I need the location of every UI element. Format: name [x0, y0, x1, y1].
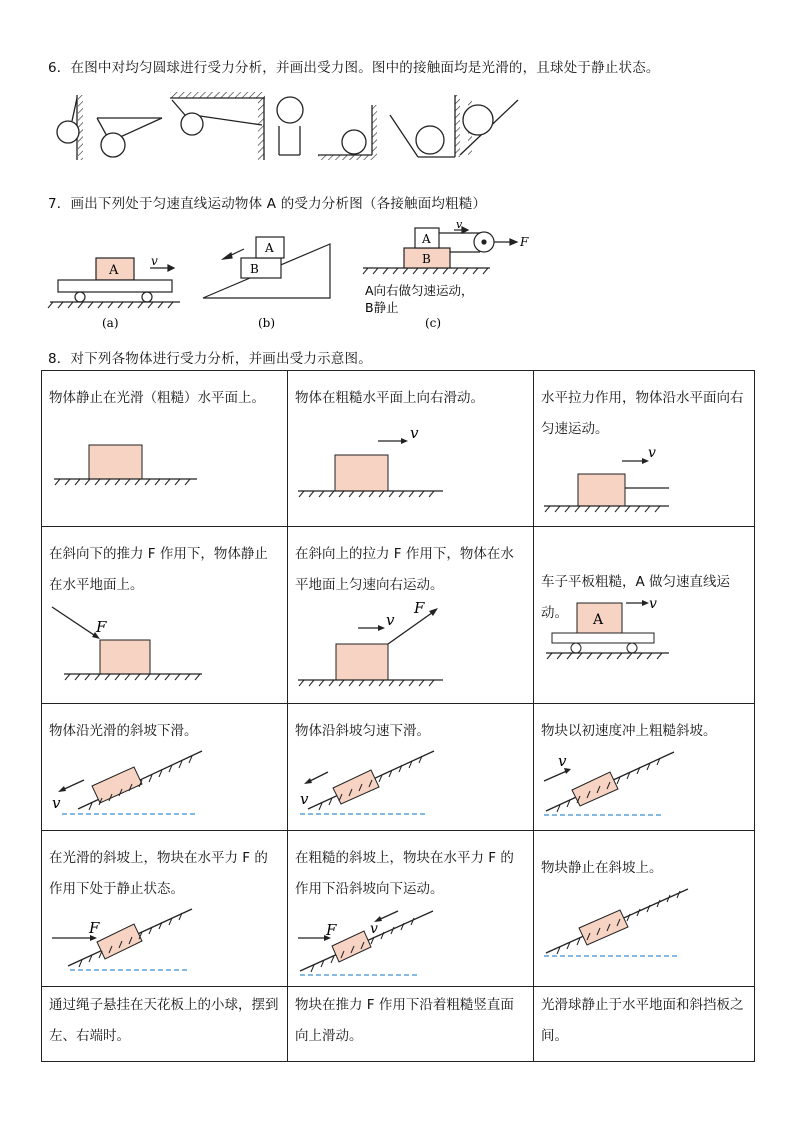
- svg-text:v: v: [558, 752, 567, 770]
- fig-b-caption: (b): [258, 316, 276, 330]
- fig-c-caption: (c): [425, 316, 442, 330]
- svg-text:F: F: [414, 599, 425, 617]
- fig-c-top-label: A: [422, 232, 431, 246]
- cell-13: 通过绳子悬挂在天花板上的小球，摆到左、右端时。: [42, 987, 288, 1062]
- cell-15: 光滑球静止于水平地面和斜挡板之间。: [534, 987, 755, 1062]
- cell-7: 物体沿光滑的斜坡下滑。 v: [42, 704, 288, 831]
- cell-1: 物体静止在光滑（粗糙）水平面上。: [42, 371, 288, 527]
- question-8-text: 8．对下列各物体进行受力分析，并画出受力示意图。: [48, 351, 372, 367]
- cell-2: 物体在粗糙水平面上向右滑动。 v: [288, 371, 534, 527]
- svg-text:F: F: [326, 921, 337, 939]
- fig-a-block-label: A: [109, 263, 119, 278]
- svg-text:v: v: [370, 921, 378, 937]
- question-7-text: 7．画出下列处于匀速直线运动物体 A 的受力分析图（各接触面均粗糙）: [48, 196, 487, 212]
- svg-text:v: v: [649, 596, 657, 612]
- fig-c-force-label: F: [520, 235, 529, 249]
- cell-4: 在斜向下的推力 F 作用下，物体静止在水平地面上。 F: [42, 527, 288, 704]
- question-7-figures: [0, 0, 794, 340]
- fig-c-note-line2: B静止: [365, 300, 399, 315]
- svg-text:A: A: [593, 612, 604, 628]
- fig-c-velocity-label: v: [456, 218, 463, 231]
- fig-c-note-line1: A向右做匀速运动，: [365, 283, 474, 298]
- cell-8: 物体沿斜坡匀速下滑。 v: [288, 704, 534, 831]
- cell-10: 在光滑的斜坡上，物块在水平力 F 的作用下处于静止状态。 F: [42, 831, 288, 987]
- svg-text:F: F: [89, 919, 100, 937]
- svg-text:F: F: [96, 618, 107, 636]
- cell-11: 在粗糙的斜坡上，物块在水平力 F 的作用下沿斜坡向下运动。 F v: [288, 831, 534, 987]
- svg-text:v: v: [386, 611, 395, 629]
- fig-a-velocity-label: v: [151, 254, 158, 268]
- cell-3: 水平拉力作用，物体沿水平面向右匀速运动。 v: [534, 371, 755, 527]
- question-6-text: 6．在图中对均匀圆球进行受力分析，并画出受力图。图中的接触面均是光滑的，且球处于静止状态。: [48, 60, 660, 76]
- fig-b-bottom-label: B: [250, 262, 259, 276]
- fig-c-bottom-label: B: [422, 252, 431, 266]
- cell-14: 物块在推力 F 作用下沿着粗糙竖直面向上滑动。: [288, 987, 534, 1062]
- cell-12: 物块静止在斜坡上。: [534, 831, 755, 987]
- cell-9: 物块以初速度冲上粗糙斜坡。 v: [534, 704, 755, 831]
- question-8-table: [41, 370, 755, 1062]
- fig-b-top-label: A: [265, 241, 274, 255]
- cell-5: 在斜向上的拉力 F 作用下，物体在水平地面上匀速向右运动。 F v: [288, 527, 534, 704]
- svg-text:v: v: [300, 790, 309, 808]
- fig-a-caption: (a): [102, 316, 119, 330]
- svg-text:v: v: [648, 445, 656, 461]
- cell-6: 车子平板粗糙，A 做匀速直线运动。 A v: [534, 527, 755, 704]
- svg-text:v: v: [52, 794, 61, 812]
- svg-text:v: v: [410, 424, 419, 442]
